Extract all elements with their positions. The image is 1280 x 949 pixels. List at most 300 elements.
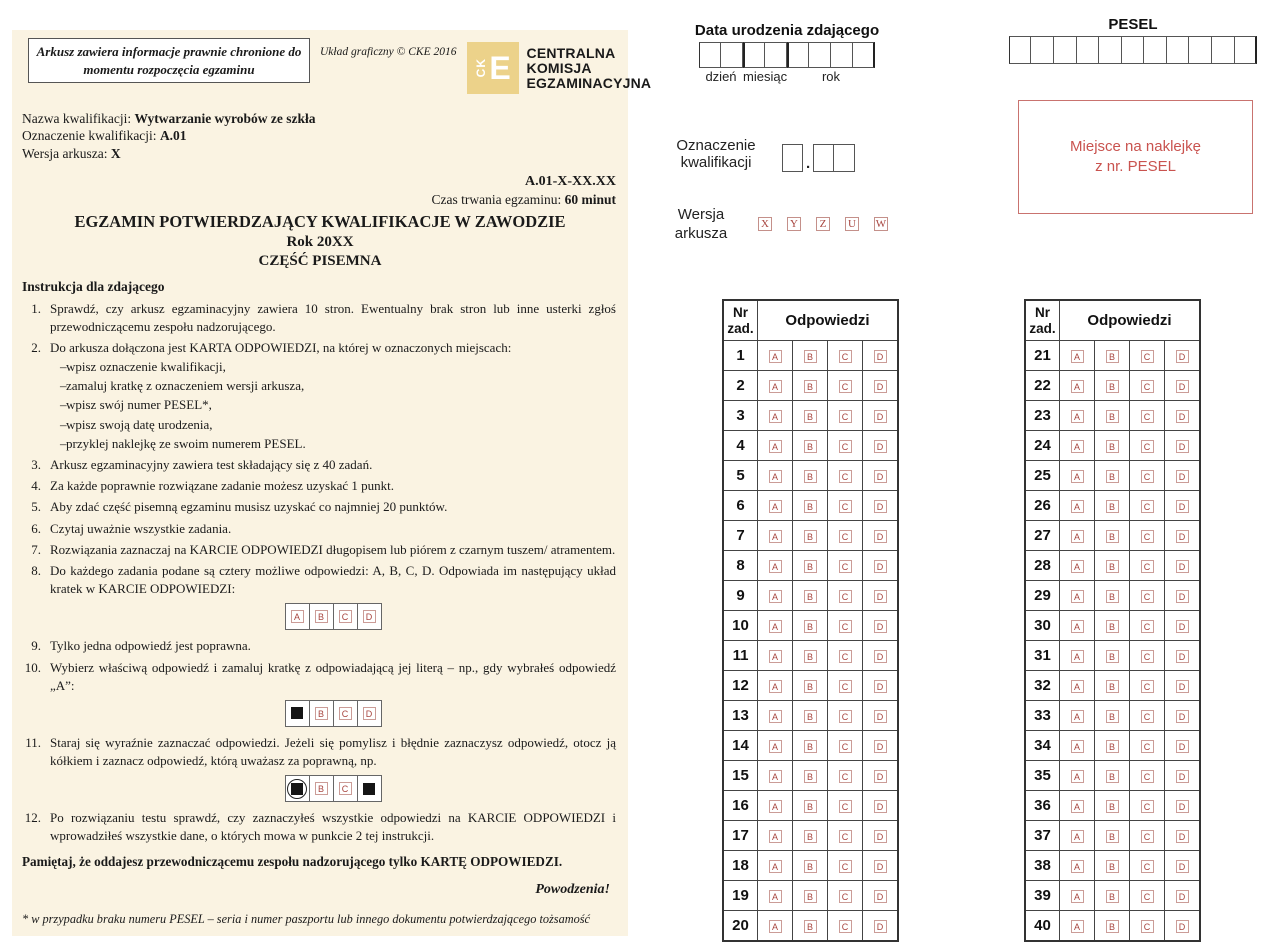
answer-option-cell bbox=[1095, 491, 1130, 521]
task-number-cell: 28 bbox=[1025, 551, 1060, 581]
task-number-cell: 34 bbox=[1025, 731, 1060, 761]
answer-row bbox=[723, 641, 898, 671]
answer-option-cell bbox=[793, 641, 828, 671]
answer-option-box-a: A bbox=[1071, 500, 1084, 513]
answer-option-box-c: C bbox=[839, 410, 852, 423]
answer-option-cell bbox=[1130, 731, 1165, 761]
instruction-text bbox=[50, 809, 618, 845]
qualification-name-label: Nazwa kwalifikacji: bbox=[22, 111, 135, 126]
instruction-sub-text: wpisz oznaczenie kwalifikacji, bbox=[66, 359, 226, 375]
answer-grid-right bbox=[1024, 299, 1201, 942]
answer-option-cell bbox=[1130, 791, 1165, 821]
version-option-box-w: W bbox=[875, 218, 887, 230]
example-cell bbox=[310, 603, 334, 630]
answer-option-cell bbox=[1095, 581, 1130, 611]
answer-option-box-a: A bbox=[1071, 830, 1084, 843]
answer-option-cell bbox=[793, 431, 828, 461]
task-number-cell: 33 bbox=[1025, 701, 1060, 731]
instruction-text-line: Arkusz egzaminacyjny zawiera test składający się z 40 zadań. bbox=[50, 457, 373, 473]
answer-option-box-b: B bbox=[804, 920, 817, 933]
instruction-item bbox=[22, 300, 618, 336]
answer-option-cell bbox=[863, 401, 899, 431]
answer-option-box-d: D bbox=[874, 860, 887, 873]
answer-option-cell bbox=[758, 521, 793, 551]
task-number-cell: 24 bbox=[1025, 431, 1060, 461]
pesel-box bbox=[1054, 36, 1077, 64]
answer-option-box-c: C bbox=[1141, 380, 1154, 393]
answer-option-box-b: B bbox=[1106, 560, 1119, 573]
answer-row bbox=[723, 401, 898, 431]
answer-option-box-d: D bbox=[1176, 830, 1189, 843]
answer-option-cell bbox=[1130, 641, 1165, 671]
answer-row bbox=[723, 551, 898, 581]
answer-option-cell bbox=[1130, 821, 1165, 851]
dash-bullet: – bbox=[60, 378, 67, 394]
task-number-cell: 11 bbox=[723, 641, 758, 671]
answer-option-cell bbox=[863, 911, 899, 942]
answer-option-box-b: B bbox=[315, 707, 328, 720]
answer-option-cell bbox=[828, 401, 863, 431]
pesel-box bbox=[1167, 36, 1190, 64]
answer-option-box-d: D bbox=[874, 830, 887, 843]
answer-row bbox=[1025, 761, 1200, 791]
answer-option-cell bbox=[1165, 611, 1201, 641]
instruction-item bbox=[22, 520, 618, 538]
answer-row bbox=[723, 461, 898, 491]
answer-option-box-c: C bbox=[839, 470, 852, 483]
filled-answer-mark bbox=[291, 707, 303, 719]
answer-option-cell bbox=[828, 731, 863, 761]
answer-option-cell bbox=[1095, 851, 1130, 881]
answer-option-box-d: D bbox=[874, 800, 887, 813]
answer-row bbox=[1025, 491, 1200, 521]
example-cell bbox=[358, 775, 382, 802]
answer-option-cell bbox=[758, 401, 793, 431]
answer-option-cell bbox=[1060, 371, 1095, 401]
answer-row bbox=[723, 821, 898, 851]
answer-row bbox=[1025, 551, 1200, 581]
birth-date-group-label: miesiąc bbox=[743, 69, 788, 84]
answer-option-cell bbox=[758, 791, 793, 821]
answer-option-box-a: A bbox=[769, 860, 782, 873]
answer-option-cell bbox=[1165, 461, 1201, 491]
answer-option-cell bbox=[863, 611, 899, 641]
answer-option-cell bbox=[1130, 581, 1165, 611]
answer-option-box-c: C bbox=[1141, 650, 1154, 663]
answer-option-cell bbox=[793, 911, 828, 942]
answer-option-box-a: A bbox=[769, 530, 782, 543]
task-number-cell: 19 bbox=[723, 881, 758, 911]
answer-option-box-a: A bbox=[1071, 620, 1084, 633]
pesel-box bbox=[1212, 36, 1235, 64]
pesel-box bbox=[1099, 36, 1122, 64]
answer-option-cell bbox=[793, 881, 828, 911]
answer-option-box-a: A bbox=[769, 740, 782, 753]
answer-option-cell bbox=[1060, 461, 1095, 491]
pesel-box bbox=[1189, 36, 1212, 64]
answer-option-cell bbox=[828, 461, 863, 491]
answers-header: Odpowiedzi bbox=[1060, 300, 1201, 341]
answer-option-box-c: C bbox=[1141, 440, 1154, 453]
instruction-number: 12. bbox=[24, 810, 41, 826]
answer-row bbox=[1025, 671, 1200, 701]
task-number-cell: 26 bbox=[1025, 491, 1060, 521]
answer-option-box-a: A bbox=[769, 680, 782, 693]
version-option-box-z: Z bbox=[816, 217, 830, 231]
instruction-sub-text: przyklej naklejkę ze swoim numerem PESEL. bbox=[66, 435, 306, 451]
answer-option-cell bbox=[863, 701, 899, 731]
answer-option-cell bbox=[1130, 611, 1165, 641]
answer-option-box-a: A bbox=[1071, 680, 1084, 693]
answer-option-cell bbox=[1060, 671, 1095, 701]
instruction-item bbox=[22, 734, 618, 806]
answer-option-cell bbox=[1060, 551, 1095, 581]
sheet-version-field-label bbox=[664, 206, 738, 244]
qualification-code-field bbox=[664, 133, 855, 172]
filled-answer-mark bbox=[363, 783, 375, 795]
answer-option-cell bbox=[793, 341, 828, 371]
task-number-header-line1: Nr bbox=[1034, 305, 1050, 321]
answer-option-cell bbox=[1165, 791, 1201, 821]
answer-option-cell bbox=[828, 611, 863, 641]
answer-option-cell bbox=[1095, 821, 1130, 851]
answer-option-box-b: B bbox=[1106, 710, 1119, 723]
answer-option-box-c: C bbox=[1141, 710, 1154, 723]
answer-option-cell bbox=[758, 581, 793, 611]
answer-option-cell bbox=[1130, 521, 1165, 551]
pesel-box bbox=[1077, 36, 1100, 64]
answer-option-cell bbox=[863, 791, 899, 821]
qualification-code-row bbox=[22, 127, 618, 144]
answer-option-cell bbox=[793, 401, 828, 431]
example-cell bbox=[285, 775, 310, 802]
pesel-box bbox=[1122, 36, 1145, 64]
answer-option-box-d: D bbox=[1176, 620, 1189, 633]
task-number-header-line1: Nr bbox=[732, 305, 748, 321]
answer-option-cell bbox=[1165, 821, 1201, 851]
answer-option-cell bbox=[793, 761, 828, 791]
answer-row bbox=[723, 611, 898, 641]
instruction-number: 10. bbox=[24, 659, 41, 675]
instruction-number: 4. bbox=[31, 478, 41, 494]
qualification-code-box-1 bbox=[782, 144, 803, 172]
footnote-text: * w przypadku braku numeru PESEL – seria i numer paszportu lub innego dokumentu potwierdzającego tożsamość bbox=[22, 911, 591, 926]
exam-title-line3: CZĘŚĆ PISEMNA bbox=[258, 252, 382, 269]
answer-option-box-d: D bbox=[1176, 740, 1189, 753]
task-number-cell: 12 bbox=[723, 671, 758, 701]
instruction-sub-item bbox=[50, 416, 616, 434]
answer-option-box-a: A bbox=[769, 560, 782, 573]
answer-option-box-d: D bbox=[874, 590, 887, 603]
answer-option-box-b: B bbox=[804, 470, 817, 483]
answer-option-box-b: B bbox=[804, 740, 817, 753]
birth-date-box bbox=[699, 42, 721, 68]
instruction-number: 2. bbox=[31, 339, 41, 355]
instruction-text bbox=[50, 659, 618, 731]
answer-option-box-b: B bbox=[804, 440, 817, 453]
sheet-version-options bbox=[758, 217, 888, 244]
exam-code: A.01-X-XX.XX bbox=[525, 173, 616, 189]
answer-option-box-c: C bbox=[1141, 590, 1154, 603]
answer-option-box-c: C bbox=[1141, 620, 1154, 633]
instruction-sub-text: wpisz swój numer PESEL*, bbox=[66, 397, 212, 413]
birth-date-boxes bbox=[662, 42, 912, 68]
answer-option-cell bbox=[793, 701, 828, 731]
task-number-cell: 10 bbox=[723, 611, 758, 641]
answer-row bbox=[1025, 611, 1200, 641]
answer-option-cell bbox=[1060, 701, 1095, 731]
answer-option-cell bbox=[828, 701, 863, 731]
answer-option-box-d: D bbox=[1176, 710, 1189, 723]
answer-option-box-b: B bbox=[1106, 680, 1119, 693]
instruction-item bbox=[22, 339, 618, 453]
answer-row bbox=[1025, 911, 1200, 942]
answer-option-box-c: C bbox=[839, 920, 852, 933]
sheet-version-field-label-line1: Wersja bbox=[677, 206, 725, 223]
answer-option-cell bbox=[793, 611, 828, 641]
answer-option-cell bbox=[828, 641, 863, 671]
answer-example-strip bbox=[50, 603, 616, 630]
answer-option-box-d: D bbox=[874, 410, 887, 423]
answer-option-cell bbox=[1095, 671, 1130, 701]
answer-option-box-a: A bbox=[769, 410, 782, 423]
answer-option-box-b: B bbox=[315, 610, 328, 623]
answer-option-cell bbox=[828, 851, 863, 881]
answer-option-box-d: D bbox=[874, 500, 887, 513]
instruction-item bbox=[22, 809, 618, 845]
pesel-box bbox=[1031, 36, 1054, 64]
answer-row bbox=[723, 371, 898, 401]
answer-option-cell bbox=[1060, 491, 1095, 521]
answer-option-box-a: A bbox=[1071, 530, 1084, 543]
answer-option-box-d: D bbox=[874, 530, 887, 543]
answer-option-box-a: A bbox=[769, 800, 782, 813]
pesel-boxes bbox=[1008, 36, 1258, 64]
answer-option-cell bbox=[793, 491, 828, 521]
dash-bullet: – bbox=[60, 397, 67, 413]
instruction-text bbox=[50, 562, 618, 634]
task-number-cell: 15 bbox=[723, 761, 758, 791]
instruction-number: 9. bbox=[31, 638, 41, 654]
answer-option-box-b: B bbox=[804, 620, 817, 633]
example-cell bbox=[334, 700, 358, 727]
sheet-version-field-label-line2: arkusza bbox=[674, 224, 728, 242]
task-number-header-line2: zad. bbox=[1029, 320, 1056, 336]
answer-option-box-b: B bbox=[1106, 920, 1119, 933]
answer-option-cell bbox=[793, 371, 828, 401]
cke-logo-line3: EGZAMINACYJNA bbox=[526, 75, 652, 92]
instruction-sub-item bbox=[50, 358, 616, 376]
answer-option-cell bbox=[758, 491, 793, 521]
answer-option-box-a: A bbox=[769, 890, 782, 903]
answer-option-box-a: A bbox=[769, 590, 782, 603]
answer-option-cell bbox=[1060, 761, 1095, 791]
cke-logo-line2: KOMISJA bbox=[526, 60, 592, 77]
answer-option-cell bbox=[1095, 371, 1130, 401]
answer-option-box-d: D bbox=[1176, 470, 1189, 483]
answer-option-box-c: C bbox=[1141, 470, 1154, 483]
answer-option-box-d: D bbox=[363, 707, 376, 720]
answer-option-cell bbox=[1130, 671, 1165, 701]
answer-option-cell bbox=[828, 761, 863, 791]
answer-option-box-b: B bbox=[1106, 380, 1119, 393]
answer-option-cell bbox=[1165, 401, 1201, 431]
reminder-text: Pamiętaj, że oddajesz przewodniczącemu zespołu nadzorującego tylko KARTĘ ODPOWIEDZI. bbox=[22, 853, 563, 869]
instruction-text bbox=[50, 734, 618, 806]
task-number-cell: 32 bbox=[1025, 671, 1060, 701]
answer-option-box-a: A bbox=[769, 620, 782, 633]
answer-option-cell bbox=[1095, 731, 1130, 761]
pesel-sticker-line1: Miejsce na naklejkę bbox=[1070, 137, 1201, 155]
answer-option-cell bbox=[1130, 461, 1165, 491]
task-number-cell: 3 bbox=[723, 401, 758, 431]
instruction-sub-item bbox=[50, 377, 616, 395]
qualification-code-boxes bbox=[782, 133, 855, 172]
answer-option-box-c: C bbox=[839, 560, 852, 573]
cke-logo-e-text: E bbox=[489, 50, 511, 86]
answer-option-box-a: A bbox=[1071, 800, 1084, 813]
legal-notice-text: Arkusz zawiera informacje prawnie chronione do momentu rozpoczęcia egzaminu bbox=[36, 44, 302, 77]
instruction-text bbox=[50, 456, 618, 474]
answer-option-cell bbox=[1060, 431, 1095, 461]
answer-option-box-a: A bbox=[1071, 860, 1084, 873]
answer-option-cell bbox=[1130, 491, 1165, 521]
instruction-text bbox=[50, 300, 618, 336]
answer-option-cell bbox=[1060, 341, 1095, 371]
answer-option-box-d: D bbox=[1176, 770, 1189, 783]
instruction-number: 1. bbox=[31, 300, 41, 316]
instruction-text-line: Do każdego zadania podane są cztery możliwe odpowiedzi: A, B, C, D. Odpowiada im następujący układ kratek w KARCIE ODPOWIEDZI: bbox=[50, 562, 616, 597]
pesel-box bbox=[1235, 36, 1258, 64]
answer-option-cell bbox=[793, 521, 828, 551]
answer-option-box-d: D bbox=[1176, 650, 1189, 663]
instruction-text bbox=[50, 637, 618, 655]
instruction-text-line: Po rozwiązaniu testu sprawdź, czy zaznaczyłeś wszystkie odpowiedzi na KARCIE ODPOWIEDZI i wprowadziłeś wszystkie dane, o których mowa w punkcie 2 tej instrukcji. bbox=[50, 810, 616, 844]
answer-option-box-d: D bbox=[1176, 350, 1189, 363]
exam-code-block bbox=[22, 173, 618, 209]
sheet-version-label: Wersja arkusza: bbox=[22, 145, 111, 161]
version-option-box-x: X bbox=[758, 217, 772, 231]
answer-option-cell bbox=[1165, 641, 1201, 671]
instruction-number: 8. bbox=[31, 562, 41, 578]
exam-title-line1: EGZAMIN POTWIERDZAJĄCY KWALIFIKACJE W ZAWODZIE bbox=[74, 211, 566, 231]
answer-option-cell bbox=[863, 671, 899, 701]
sheet-version-row bbox=[22, 145, 618, 162]
layout-credit: Układ graficzny © CKE 2016 bbox=[320, 46, 457, 58]
answer-option-cell bbox=[1165, 671, 1201, 701]
answer-option-cell bbox=[863, 521, 899, 551]
birth-date-box bbox=[743, 42, 765, 68]
example-cell bbox=[285, 700, 310, 727]
instruction-text-line: Rozwiązania zaznaczaj na KARCIE ODPOWIEDZI długopisem lub piórem z czarnym tuszem/ atramentem. bbox=[50, 541, 616, 557]
birth-date-group-label: rok bbox=[821, 69, 841, 84]
answer-option-box-b: B bbox=[804, 410, 817, 423]
answer-option-cell bbox=[1060, 521, 1095, 551]
answer-option-cell bbox=[1060, 641, 1095, 671]
answer-option-box-c: C bbox=[339, 707, 352, 720]
answer-row bbox=[1025, 431, 1200, 461]
answer-option-cell bbox=[793, 731, 828, 761]
birth-date-field bbox=[662, 22, 912, 84]
answer-option-box-b: B bbox=[804, 380, 817, 393]
birth-date-title: Data urodzenia zdającego bbox=[694, 22, 880, 39]
qualification-info bbox=[22, 110, 618, 162]
answer-option-cell bbox=[828, 791, 863, 821]
answer-option-box-d: D bbox=[874, 470, 887, 483]
answer-option-cell bbox=[793, 551, 828, 581]
answer-option-cell bbox=[1095, 401, 1130, 431]
answer-row bbox=[1025, 341, 1200, 371]
task-number-cell: 39 bbox=[1025, 881, 1060, 911]
answer-option-box-a: A bbox=[1071, 890, 1084, 903]
answer-option-cell bbox=[758, 851, 793, 881]
instruction-sub-text: zamaluj kratkę z oznaczeniem wersji arkusza, bbox=[66, 378, 305, 394]
answer-option-box-c: C bbox=[1141, 560, 1154, 573]
birth-date-group-labels bbox=[662, 69, 912, 84]
answer-option-box-c: C bbox=[839, 590, 852, 603]
instruction-text-line: Tylko jedna odpowiedź jest poprawna. bbox=[50, 638, 251, 654]
answer-row bbox=[1025, 881, 1200, 911]
answer-option-box-b: B bbox=[804, 770, 817, 783]
task-number-cell: 22 bbox=[1025, 371, 1060, 401]
answer-option-cell bbox=[1130, 371, 1165, 401]
answer-option-box-a: A bbox=[769, 470, 782, 483]
answer-option-cell bbox=[863, 821, 899, 851]
answer-row bbox=[1025, 791, 1200, 821]
answer-option-cell bbox=[1060, 851, 1095, 881]
answer-row bbox=[1025, 461, 1200, 491]
answer-option-cell bbox=[828, 671, 863, 701]
answer-option-cell bbox=[1165, 851, 1201, 881]
answer-row bbox=[723, 761, 898, 791]
answer-option-box-b: B bbox=[1106, 410, 1119, 423]
exam-duration-row bbox=[22, 191, 616, 209]
answer-option-box-d: D bbox=[874, 380, 887, 393]
task-number-cell: 29 bbox=[1025, 581, 1060, 611]
answer-option-box-b: B bbox=[1106, 770, 1119, 783]
pesel-field bbox=[1008, 16, 1258, 64]
answer-option-box-b: B bbox=[804, 590, 817, 603]
answer-option-cell bbox=[1060, 611, 1095, 641]
answer-option-cell bbox=[793, 821, 828, 851]
answer-option-cell bbox=[1130, 911, 1165, 942]
answer-option-cell bbox=[863, 641, 899, 671]
answer-row bbox=[723, 731, 898, 761]
answer-option-box-b: B bbox=[804, 680, 817, 693]
answer-row bbox=[723, 881, 898, 911]
answer-option-box-c: C bbox=[1141, 800, 1154, 813]
answer-option-cell bbox=[1165, 491, 1201, 521]
answer-grid-header-row bbox=[723, 300, 898, 341]
instruction-text bbox=[50, 477, 618, 495]
answer-option-box-b: B bbox=[315, 782, 328, 795]
answer-option-box-b: B bbox=[804, 560, 817, 573]
pesel-sticker-box bbox=[1018, 100, 1253, 214]
answer-row bbox=[723, 341, 898, 371]
answer-option-box-b: B bbox=[804, 350, 817, 363]
answer-option-cell bbox=[793, 671, 828, 701]
answer-option-box-b: B bbox=[1106, 470, 1119, 483]
answer-row bbox=[1025, 581, 1200, 611]
cke-logo-text bbox=[527, 46, 652, 94]
answer-option-box-d: D bbox=[1176, 800, 1189, 813]
example-cell bbox=[358, 603, 382, 630]
answer-option-cell bbox=[793, 851, 828, 881]
answer-option-cell bbox=[1095, 611, 1130, 641]
birth-date-box bbox=[853, 42, 875, 68]
answer-option-cell bbox=[1165, 581, 1201, 611]
exam-duration-label: Czas trwania egzaminu: bbox=[431, 191, 565, 207]
